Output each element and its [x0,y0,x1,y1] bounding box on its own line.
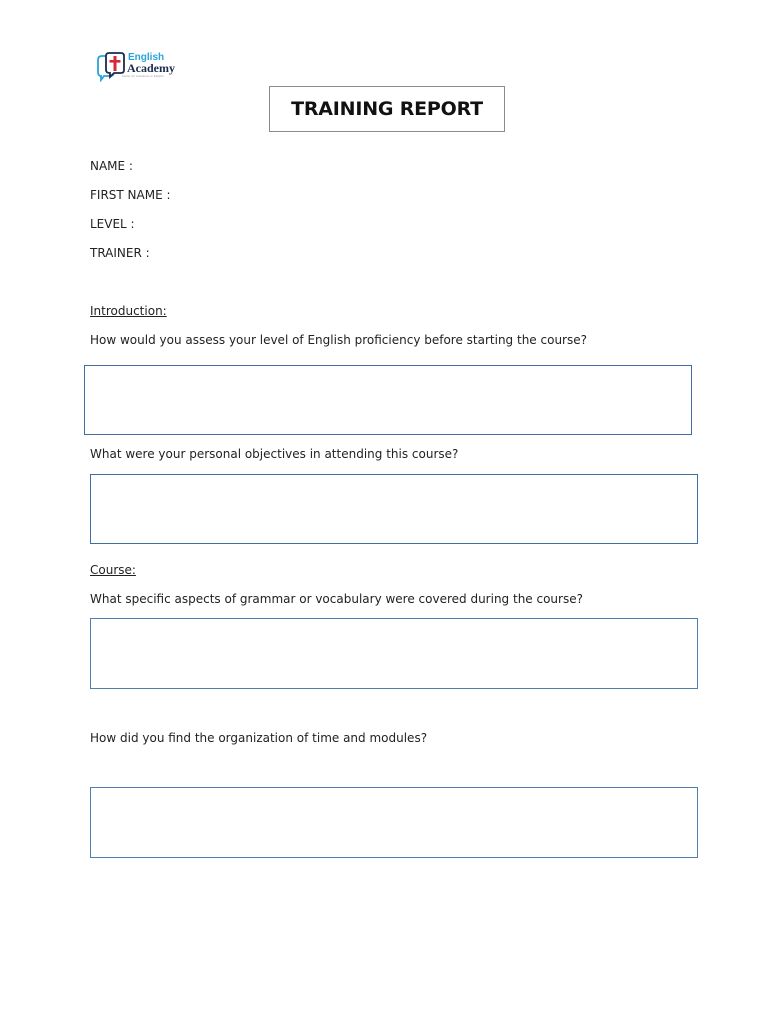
introduction-heading: Introduction: [90,304,167,318]
question-organization: How did you find the organization of time and modules? [90,731,428,745]
answer-box-proficiency[interactable] [84,365,692,435]
question-grammar-vocabulary: What specific aspects of grammar or vocabulary were covered during the course? [90,592,583,606]
trainer-field-label: TRAINER : [90,246,150,260]
course-heading: Course: [90,563,136,577]
name-field-label: NAME : [90,159,133,173]
english-academy-logo [96,50,186,82]
question-proficiency: How would you assess your level of English proficiency before starting the course? [90,333,587,347]
answer-box-objectives[interactable] [90,474,698,544]
title-box [269,86,505,132]
question-objectives: What were your personal objectives in attending this course? [90,447,459,461]
page-title: TRAINING REPORT [291,98,483,120]
logo-text-academy: Academy [127,61,175,75]
level-field-label: LEVEL : [90,217,135,231]
logo-text-english: English [128,52,165,63]
answer-box-grammar-vocabulary[interactable] [90,618,698,689]
logo-tagline: Center for excellence in English [122,75,164,78]
answer-box-organization[interactable] [90,787,698,858]
first-name-field-label: FIRST NAME : [90,188,171,202]
